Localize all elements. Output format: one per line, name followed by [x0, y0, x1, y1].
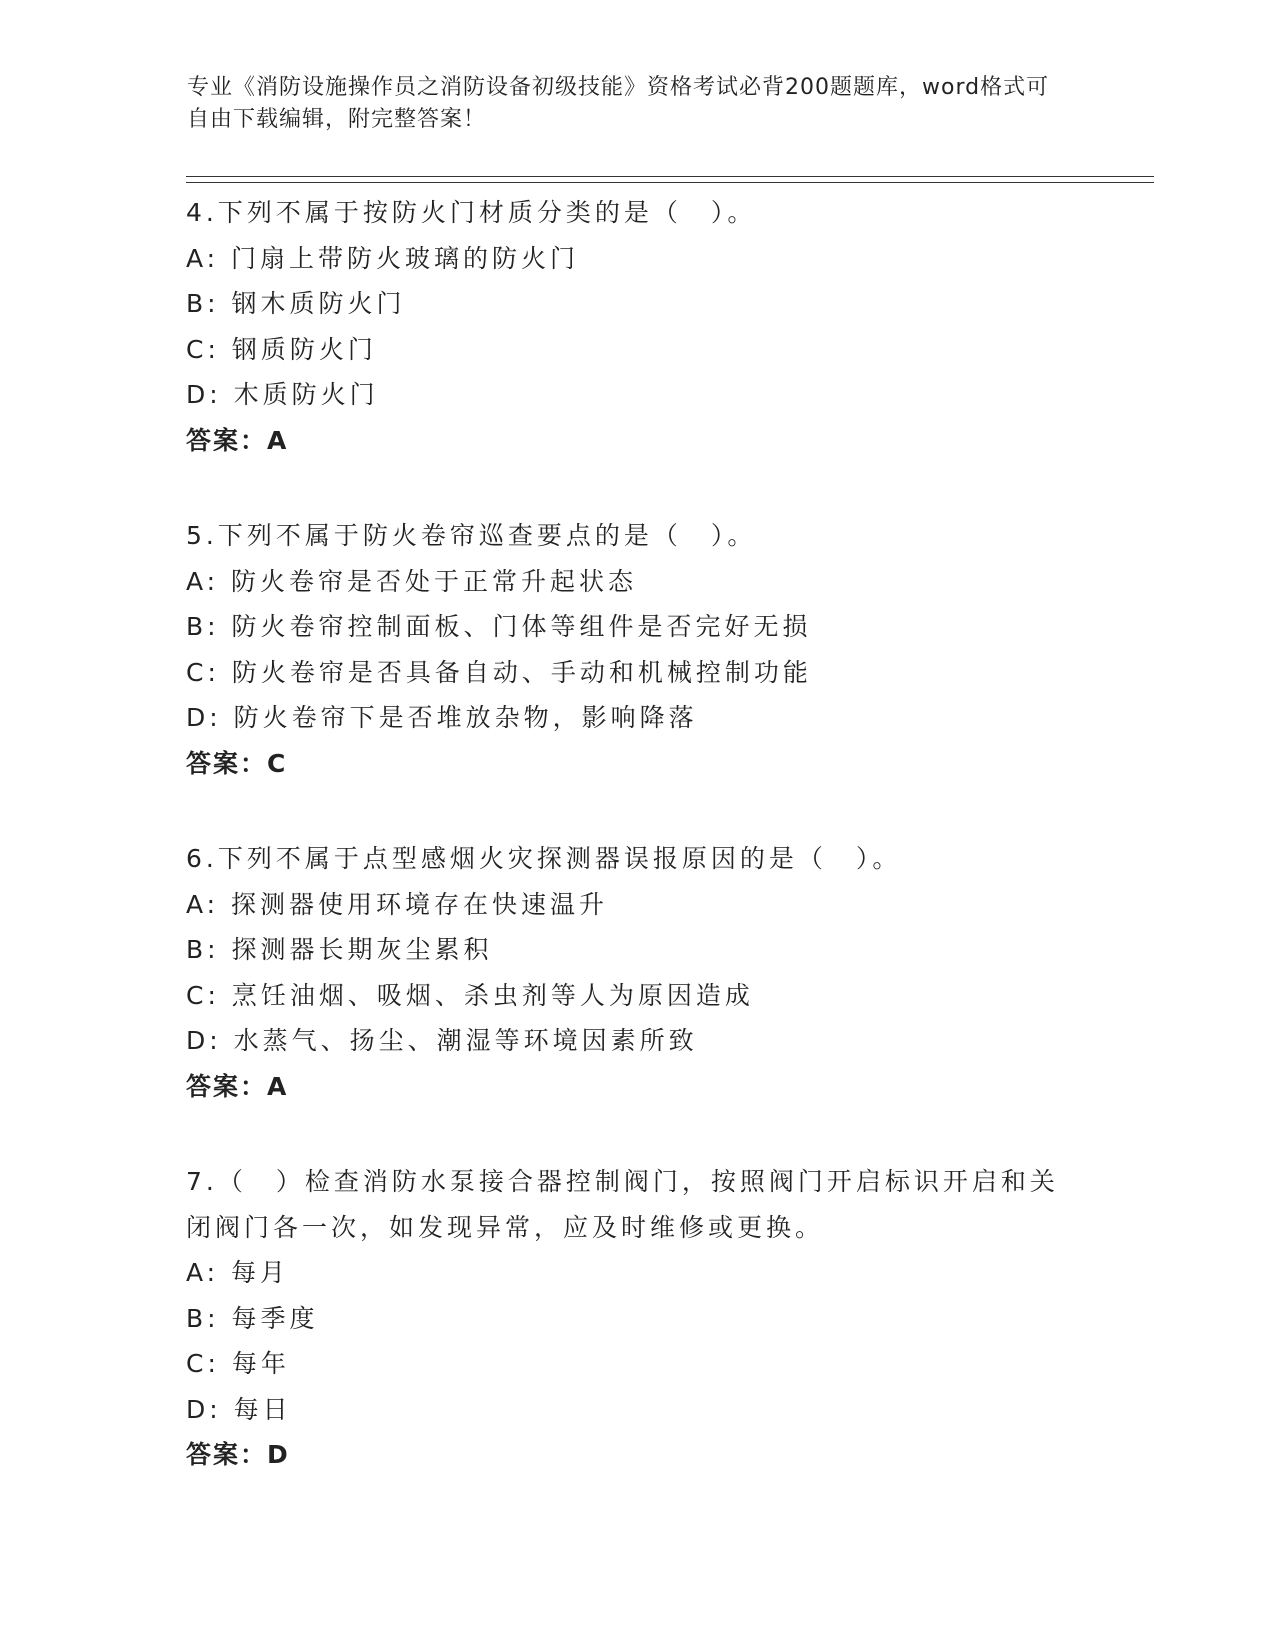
question-stem: 7.（ ）检查消防水泵接合器控制阀门，按照阀门开启标识开启和关闭阀门各一次，如发现异常，应及时维修或更换。 [186, 1167, 1059, 1242]
option-c: C: 防火卷帘是否具备自动、手动和机械控制功能 [186, 657, 812, 687]
option-a: A: 探测器使用环境存在快速温升 [186, 889, 609, 919]
option-b: B: 防火卷帘控制面板、门体等组件是否完好无损 [186, 612, 812, 641]
answer: 答案：D [186, 1440, 290, 1469]
answer: 答案：C [186, 748, 288, 778]
option-b: B: 每季度 [186, 1303, 319, 1333]
option-d: D: 木质防火门 [186, 380, 379, 409]
question-list [186, 190, 1086, 1528]
option-d: D: 每日 [186, 1394, 292, 1424]
question-6 [186, 836, 1086, 1109]
question-stem: 4.下列不属于按防火门材质分类的是（ ）。 [186, 198, 757, 227]
option-d: D: 水蒸气、扬尘、潮湿等环境因素所致 [186, 1026, 698, 1055]
document-header: 专业《消防设施操作员之消防设备初级技能》资格考试必背200题题库，word格式可自由下载编辑，附完整答案！ [187, 75, 1050, 132]
question-stem: 6.下列不属于点型感烟火灾探测器误报原因的是（ ）。 [186, 844, 902, 873]
option-b: B: 钢木质防火门 [186, 289, 406, 318]
option-c: C: 每年 [186, 1349, 290, 1378]
header-divider-bottom [186, 182, 1154, 183]
option-a: A: 防火卷帘是否处于正常升起状态 [186, 566, 638, 596]
answer: 答案：A [186, 1071, 289, 1101]
question-7 [186, 1159, 1086, 1478]
question-5 [186, 513, 1086, 786]
option-d: D: 防火卷帘下是否堆放杂物，影响降落 [186, 703, 698, 732]
question-4 [186, 190, 1086, 463]
question-stem: 5.下列不属于防火卷帘巡查要点的是（ ）。 [186, 521, 757, 550]
option-a: A: 门扇上带防火玻璃的防火门 [186, 243, 580, 273]
header-divider-top [186, 176, 1154, 177]
option-b: B: 探测器长期灰尘累积 [186, 935, 493, 964]
option-a: A: 每月 [186, 1258, 290, 1287]
answer: 答案：A [186, 425, 289, 455]
option-c: C: 钢质防火门 [186, 334, 377, 364]
option-c: C: 烹饪油烟、吸烟、杀虫剂等人为原因造成 [186, 980, 754, 1010]
